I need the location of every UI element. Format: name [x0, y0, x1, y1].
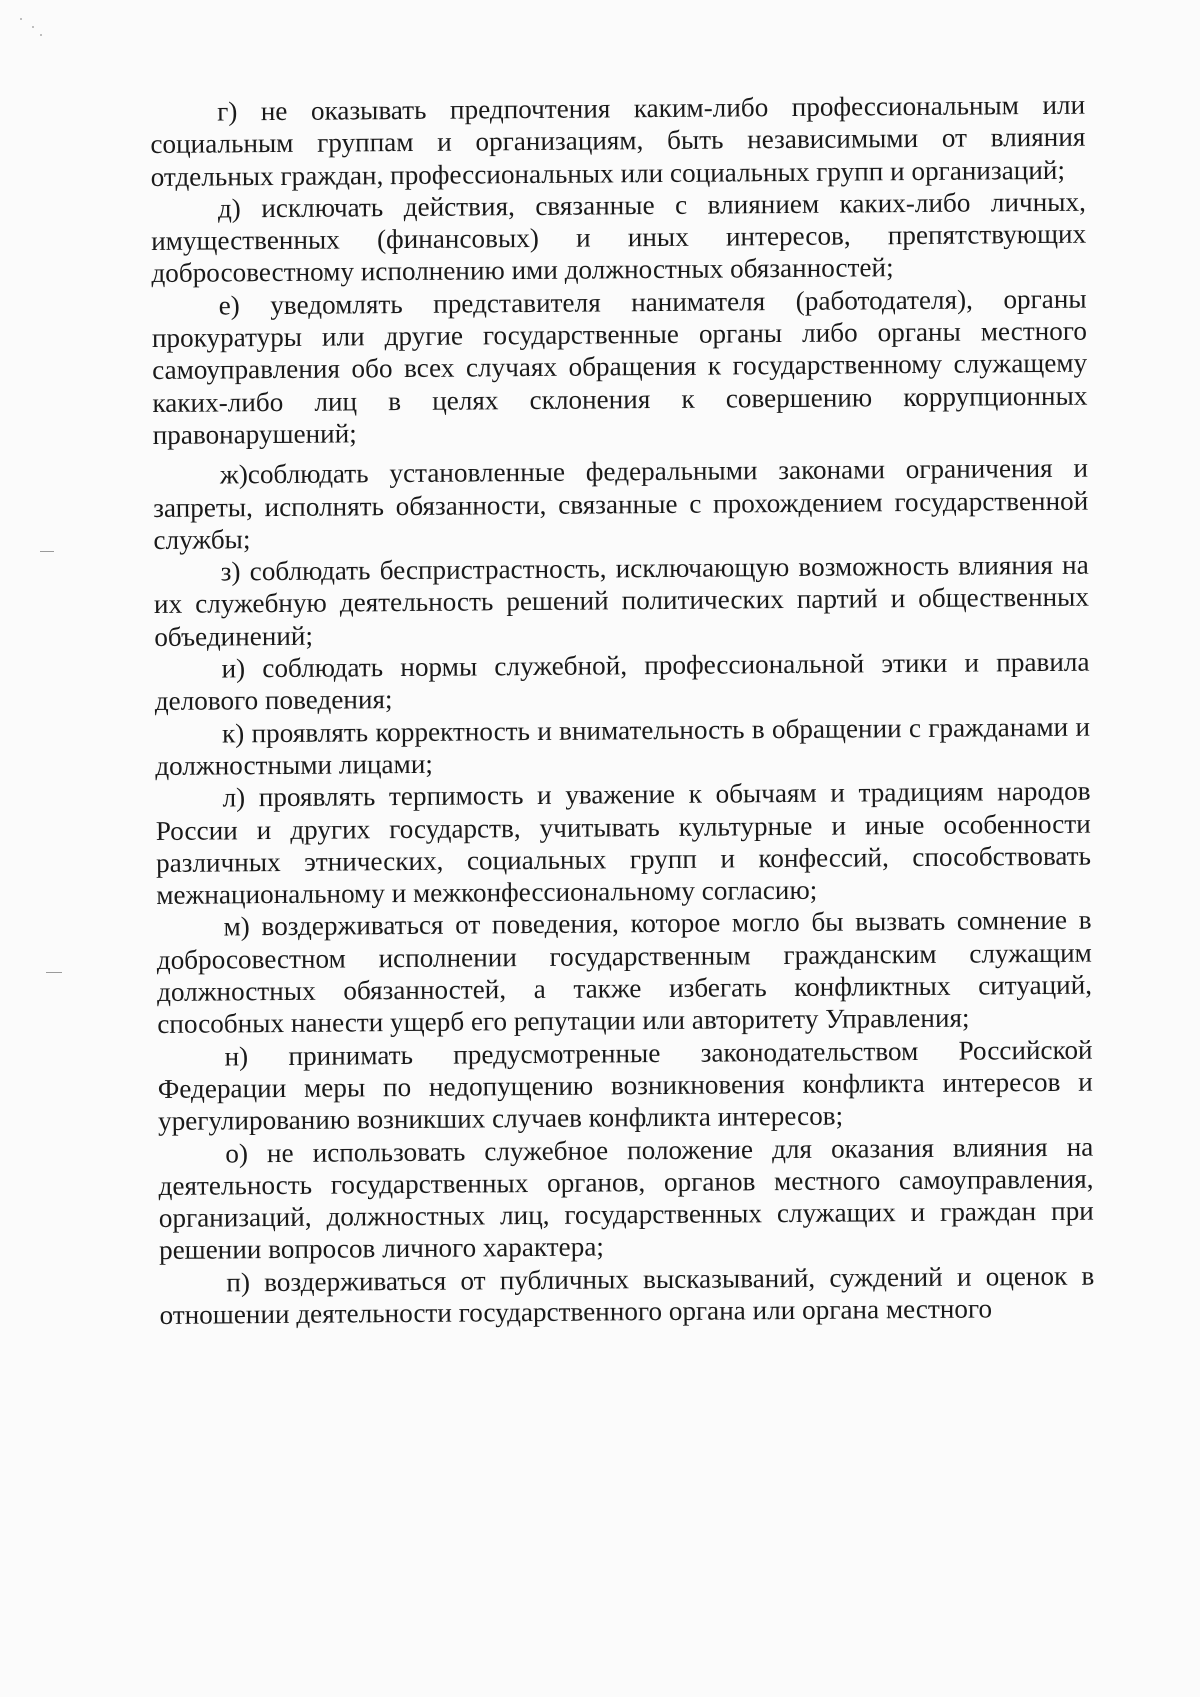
scan-artifact-dots	[18, 14, 48, 44]
scan-artifact-mark	[40, 551, 54, 552]
list-item-n: н) принимать предусмотренные законодательством Российской Федерации меры по недопущению возникновения конфликта интересов и урегулированию возникших случаев конфликта интересов;	[157, 1034, 1093, 1137]
list-item-l: л) проявлять терпимость и уважение к обычаям и традициям народов России и других государств, учитывать культурные и иные особенности различных этнических, социальных групп и конфессий, способствовать межнациональному и межконфессиональному согласию;	[155, 775, 1092, 911]
list-item-p: п) воздерживаться от публичных высказываний, суждений и оценок в отношении деятельности государственного органа или органа местного	[159, 1260, 1095, 1330]
list-item-d: д) исключать действия, связанные с влиянием каких-либо личных, имущественных (финансовых) и иных интересов, препятствующих добросовестному исполнению ими должностных обязанностей;	[151, 186, 1087, 289]
list-item-e: е) уведомлять представителя нанимателя (работодателя), органы прокуратуры или другие государственные органы либо органы местного самоуправления обо всех случаях обращения к государственному служащему каких-либо лиц в целях склонения к совершению коррупционных правонарушений;	[151, 283, 1088, 450]
document-body	[150, 89, 1095, 1332]
list-item-o: о) не использовать служебное положение для оказания влияния на деятельность государственных органов, органов местного самоуправления, организаций, должностных лиц, государственных служащих и граждан при решении вопросов личного характера;	[158, 1131, 1094, 1266]
list-item-z: з) соблюдать беспристрастность, исключающую возможность влияния на их служебную деятельность решений политических партий и общественных объединений;	[153, 549, 1090, 652]
list-item-zh: ж)соблюдать установленные федеральными законами ограничения и запреты, исполнять обязанности, связанные с прохождением государственной службы;	[153, 452, 1089, 555]
list-item-g: г) не оказывать предпочтения каким-либо профессиональным или социальным группам и организациям, быть независимыми от влияния отдельных граждан, профессиональных или социальных групп и организаций;	[150, 89, 1086, 192]
list-item-k: к) проявлять корректность и внимательность в обращении с гражданами и должностными лицами;	[155, 711, 1091, 781]
list-item-m: м) воздерживаться от поведения, которое могло бы вызвать сомнение в добросовестном исполнении государственным гражданским служащим должностных обязанностей, а также избегать конфликтных ситуаций, способных нанести ущерб его репутации или авторитету Управления;	[156, 905, 1093, 1040]
scan-artifact-mark	[46, 972, 62, 973]
list-item-i: и) соблюдать нормы служебной, профессиональной этики и правила делового поведения;	[154, 646, 1090, 717]
